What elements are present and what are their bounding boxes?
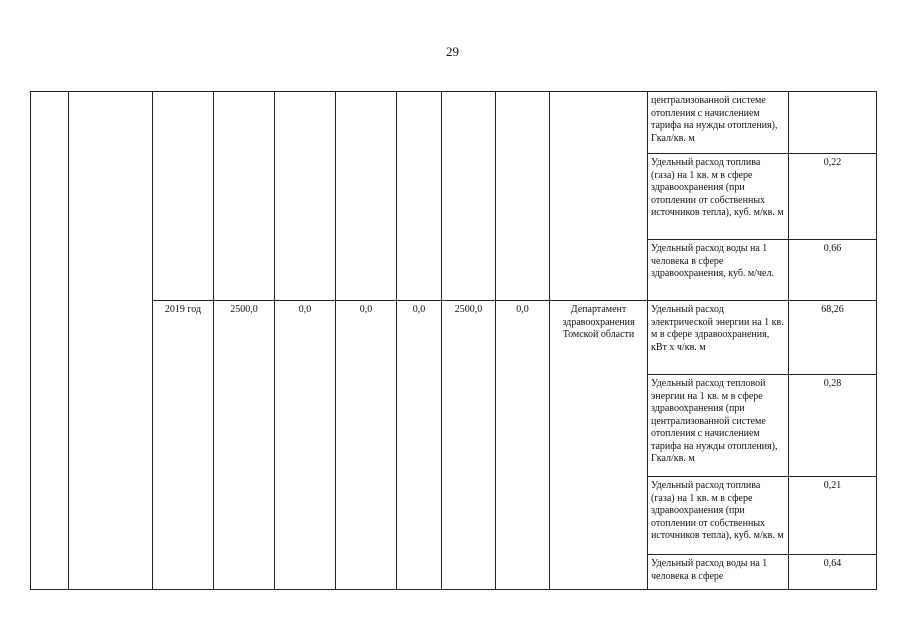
funding-cell: 0,0 [397,301,442,590]
indicator-cell: Удельный расход топлива (газа) на 1 кв. м в сфере здравоохранения (при отоплении от собственных источников тепла), куб. м/кв. м [648,477,789,555]
value-cell: 0,66 [789,240,877,301]
value-cell [789,92,877,154]
empty-cell [153,92,214,301]
total-cell: 2500,0 [214,301,275,590]
value-cell: 68,26 [789,301,877,375]
table-row [31,301,877,375]
funding-cell: 0,0 [275,301,336,590]
executor-cell: Департамент здравоохранения Томской области [550,301,648,590]
empty-cell [336,92,397,301]
task-cell [69,92,153,590]
indicator-cell: централизованной системе отопления с начислением тарифа на нужды отопления), Гкал/кв. м [648,92,789,154]
indicator-cell: Удельный расход воды на 1 человека в сфере [648,555,789,590]
empty-cell [550,92,648,301]
funding-cell: 2500,0 [442,301,496,590]
funding-cell: 0,0 [496,301,550,590]
value-cell: 0,21 [789,477,877,555]
indicator-cell: Удельный расход электрической энергии на 1 кв. м в сфере здравоохранения, кВт x ч/кв. м [648,301,789,375]
empty-cell [397,92,442,301]
empty-cell [214,92,275,301]
funding-cell: 0,0 [336,301,397,590]
empty-cell [496,92,550,301]
indicator-cell: Удельный расход тепловой энергии на 1 кв. м в сфере здравоохранения (при централизованной системе отопления с начислением тарифа на нужды отопления), Гкал/кв. м [648,375,789,477]
empty-cell [275,92,336,301]
program-table [30,91,877,590]
indicator-cell: Удельный расход топлива (газа) на 1 кв. м в сфере здравоохранения (при отоплении от собственных источников тепла), куб. м/кв. м [648,154,789,240]
number-cell [31,92,69,590]
indicator-cell: Удельный расход воды на 1 человека в сфере здравоохранения, куб. м/чел. [648,240,789,301]
page-number: 29 [446,44,459,59]
empty-cell [442,92,496,301]
value-cell: 0,64 [789,555,877,590]
value-cell: 0,28 [789,375,877,477]
value-cell: 0,22 [789,154,877,240]
table-row [31,92,877,154]
year-cell: 2019 год [153,301,214,590]
